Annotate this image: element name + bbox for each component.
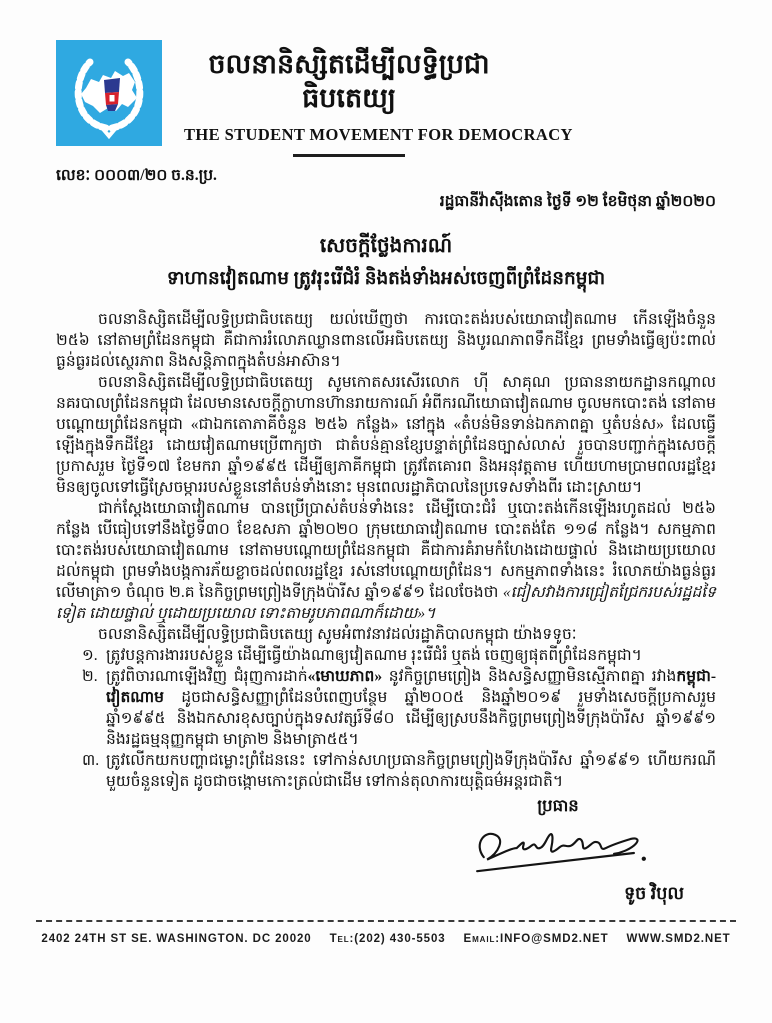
signer-role: ប្រធាន — [537, 795, 579, 815]
signer-name: ទូច វិបុល — [624, 882, 684, 903]
statement-title: សេចក្ដីថ្លែងការណ៍ — [319, 234, 453, 257]
appeal-item-number: ១. — [82, 646, 98, 664]
reference-number: លេខៈ ០០០៣/២០ ច.ន.ប្រ. — [56, 166, 217, 184]
handwritten-signature-icon — [448, 820, 668, 886]
statement-subtitle: ទាហានវៀតណាម ត្រូវរុះរើជំរំ និងតង់ទាំងអស់ចេញពីព្រំដែនកម្ពុជា — [166, 268, 606, 289]
footer-tel-label: Tel: — [329, 932, 355, 945]
signature-block — [428, 796, 688, 908]
footer-address: 2402 24TH ST SE. WASHINGTON. DC 20020 — [41, 932, 312, 945]
footer-contact-bar — [41, 932, 731, 946]
paragraph-3-text: ជាក់ស្ដែងយោធាវៀតណាម បានប្រើប្រាស់តំបន់ទាំងនេះ ដើម្បីបោះជំរំ ឬបោះតង់កើនឡើងរហូតដល់ ២៥៦ កន្លែង បើធៀបទៅនឹងថ្ងៃទី៣០ ខែឧសភា ឆ្នាំ២០២០ ក្រុមយោធាវៀតណាម បោះតង់តែ ១១៨ កន្លែង។ សកម្មភាពបោះតង់របស់យោធាវៀតណាម នៅតាមបណ្ដោយព្រំដែនកម្ពុជា គឺជាការគំរាមកំហែងដោយផ្ទាល់ និងដោយប្រយោលដល់កម្ពុជា ព្រមទាំងបង្កការភ័យខ្លាចដល់ពលរដ្ឋខ្មែរ រស់នៅបណ្ដោយព្រំដែន។ សកម្មភាពទាំងនេះ រំលោភយ៉ាងធ្ងន់ធ្ងរ លើមាត្រា១ ចំណុច ២.គ នៃកិច្ចព្រមព្រៀងទីក្រុងប៉ារីស ឆ្នាំ១៩៩១ ដែលចែងថា — [56, 499, 716, 601]
appeal-item-number: ៣. — [82, 751, 100, 769]
paragraph-3-quote: «ជៀសវាងការជ្រៀតជ្រែករបស់រដ្ឋដទៃទៀត ដោយផ្ទាល់ ឬដោយប្រយោល ទោះតាមរូបភាពណាក៏ដោយ»។ — [56, 583, 716, 622]
organization-name-khmer: ចលនានិស្សិតដើម្បីលទ្ធិប្រជាធិបតេយ្យ — [208, 49, 490, 113]
appeal-item — [82, 750, 716, 792]
appeal-item-text: ត្រូវលើកយកបញ្ហាជម្លោះព្រំដែននេះ ទៅកាន់សហប្រធានកិច្ចព្រមព្រៀងទីក្រុងប៉ារីស ឆ្នាំ១៩៩១ ហើយករណីមួយចំនួនទៀត ដូចជាចង្កោមកោះត្រល់ជាដើម ទៅកាន់តុលាការយុត្តិធម៌អន្តរជាតិ។ — [106, 751, 716, 790]
organization-name-english: THE STUDENT MOVEMENT FOR DEMOCRACY — [184, 124, 573, 144]
title-underline — [293, 154, 405, 157]
footer-tel-number: (202) 430-5503 — [354, 932, 446, 945]
organization-logo — [56, 40, 162, 146]
appeal-item-text: ត្រូវបន្តការងាររបស់ខ្លួន ដើម្បីធ្វើយ៉ាងណាឲ្យវៀតណាម រុះរើជំរំ ឬតង់ ចេញឲ្យផុតពីព្រំដែនកម្ពុជា។ — [106, 646, 642, 664]
body-paragraph-3 — [56, 498, 716, 624]
body-paragraph-1: ចលនានិស្សិតដើម្បីលទ្ធិប្រជាធិបតេយ្យ យល់ឃើញថា ការបោះតង់របស់យោធាវៀតណាម កើនឡើងចំនួន ២៥៦ នៅតាមព្រំដែនកម្ពុជា គឺជាការរំលោភឈ្លានពានលើអធិបតេយ្យ និងបូរណភាពទឹកដីខ្មែរ ព្រមទាំងធ្វើឲ្យប៉ះពាល់ធ្ងន់ធ្ងរដល់ស្ថេរភាព និងសន្តិភាពក្នុងតំបន់អាស៊ាន។ — [56, 310, 716, 370]
letterhead — [56, 0, 716, 157]
footer-email-label: Email: — [463, 932, 500, 945]
appeal-list — [82, 645, 716, 792]
appeal-item-text: ត្រូវពិចារណាឡើងវិញ ជំរុញការដាក់«មោឃភាព» នូវកិច្ចព្រមព្រៀង និងសន្ធិសញ្ញាមិនស្មើភាពគ្នា រវាងកម្ពុជា-វៀតណាម ដូចជាសន្ធិសញ្ញាព្រំដែនបំពេញបន្ថែម ឆ្នាំ២០០៥ និងឆ្នាំ២០១៩ រួមទាំងសេចក្ដីប្រកាសរួម ឆ្នាំ១៩៩៥ និងឯកសារខុសច្បាប់ក្នុងទសវត្សរ៍ទី៨០ ដើម្បីឲ្យស្របនឹងកិច្ចព្រមព្រៀងទីក្រុងប៉ារីស ឆ្នាំ១៩៩១ និងរដ្ឋធម្មនុញ្ញកម្ពុជា មាត្រា២ និងមាត្រា៥៥។ — [106, 667, 716, 748]
footer-email: INFO@SMD2.NET — [500, 932, 609, 945]
appeal-item-number: ២. — [82, 667, 98, 685]
appeal-intro: ចលនានិស្សិតដើម្បីលទ្ធិប្រជាធិបតេយ្យ សូមអំពាវនាវដល់រដ្ឋាភិបាលកម្ពុជា យ៉ាងទទូចៈ — [98, 625, 577, 643]
body-paragraph-2: ចលនានិស្សិតដើម្បីលទ្ធិប្រជាធិបតេយ្យ សូមកោតសរសើរលោក ហ៊ី សាគុណ ប្រធាននាយកដ្ឋានកណ្ដាលនគរបាលព្រំដែនកម្ពុជា ដែលមានសេចក្ដីក្លាហានហ៊ានរាយការណ៍ អំពីករណីយោធាវៀតណាម ចូលមកបោះតង់ នៅតាមបណ្ដោយព្រំដែនកម្ពុជា «ជាឯកតោភាគីចំនួន ២៥៦ កន្លែង» នៅក្នុង «តំបន់មិនទាន់ឯកភាពគ្នា ឬតំបន់ស» ដែលធ្វើឡើងក្នុងទឹកដីខ្មែរ ដោយវៀតណាមប្រើពាក្យថា ជាតំបន់គ្មានខ្សែបន្ទាត់ព្រំដែនច្បាស់លាស់ រួចបានបញ្ជាក់ក្នុងសេចក្ដីប្រកាសរួម ថ្ងៃទី១៧ ខែមករា ឆ្នាំ១៩៩៥ ដើម្បីឲ្យភាគីកម្ពុជា ត្រូវតែគោរព និងអនុវត្តតាម ហើយហាមប្រាមពលរដ្ឋខ្មែរ មិនឲ្យចូលទៅធ្វើស្រែចម្ការរបស់ខ្លួននៅតំបន់ទាំងនោះ មុនពេលរដ្ឋាភិបាលនៃប្រទេសទាំងពីរ ដោះស្រាយ។ — [56, 373, 716, 496]
smd-emblem-icon — [56, 40, 162, 146]
footer-separator — [36, 920, 736, 922]
organization-titles — [184, 40, 573, 157]
date-line: រដ្ឋធានីវ៉ាស៊ីងតោន ថ្ងៃទី ១២ ខែមិថុនា ឆ្នាំ២០២០ — [439, 192, 716, 210]
appeal-item — [82, 645, 716, 666]
appeal-item — [82, 666, 716, 750]
footer-website: WWW.SMD2.NET — [626, 932, 731, 945]
